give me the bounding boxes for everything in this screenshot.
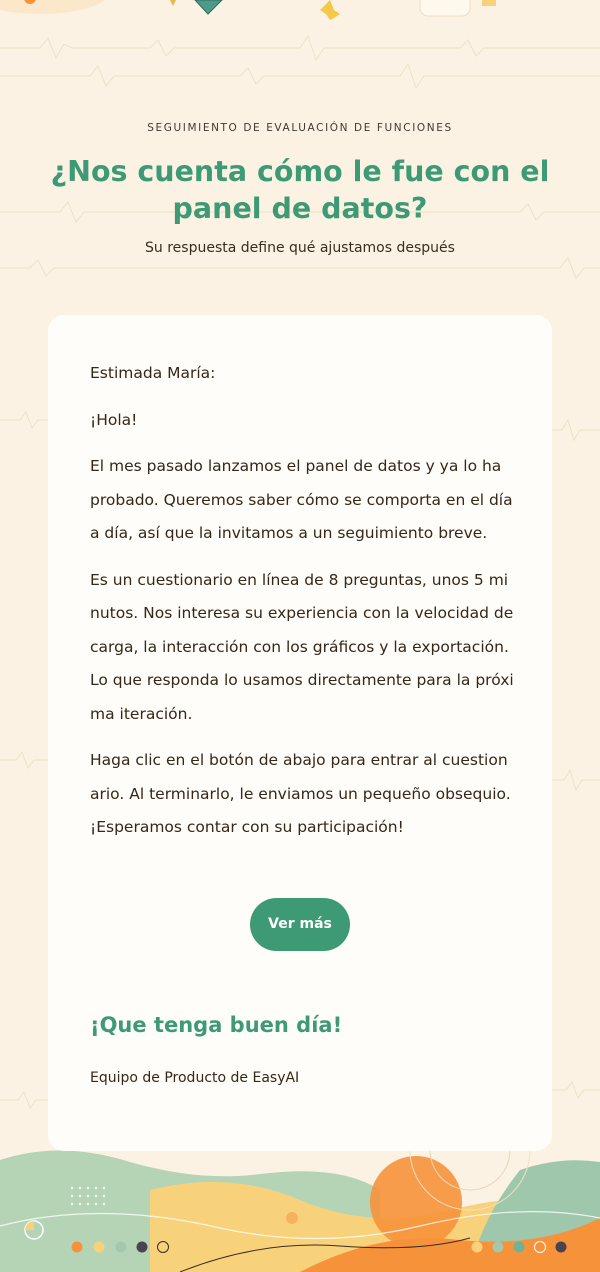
letter-card	[48, 315, 552, 1151]
greeting: ¡Hola!	[90, 410, 138, 429]
top-decoration	[0, 0, 600, 20]
paragraph-call-to-action: Haga clic en el botón de abajo para entrar al cuestionario. Al terminarlo, le enviamos un pequeño obsequio. ¡Esperamos contar con su participación!	[90, 751, 511, 836]
bottom-decoration	[0, 1130, 600, 1272]
subtitle: Su respuesta define qué ajustamos después	[145, 240, 455, 256]
team-signature: Equipo de Producto de EasyAI	[90, 1070, 300, 1086]
paragraph-details: Es un cuestionario en línea de 8 preguntas, unos 5 minutos. Nos interesa su experiencia con la velocidad de carga, la interacción con los gráficos y la exportación. Lo que responda lo usamos directamente para la próxima iteración.	[90, 570, 514, 723]
eyebrow-label: SEGUIMIENTO DE EVALUACIÓN DE FUNCIONES	[147, 122, 453, 134]
page-title: ¿Nos cuenta cómo le fue con el panel de datos?	[50, 155, 550, 225]
letter-body	[90, 357, 514, 858]
paragraph-intro: El mes pasado lanzamos el panel de datos y ya lo ha probado. Queremos saber cómo se comporta en el día a día, así que la invitamos a un seguimiento breve.	[90, 457, 513, 542]
signoff-heading: ¡Que tenga buen día!	[90, 1013, 343, 1037]
salutation: Estimada María:	[90, 364, 216, 382]
ver-mas-button[interactable]: Ver más	[250, 898, 350, 951]
hero-header	[0, 121, 600, 257]
